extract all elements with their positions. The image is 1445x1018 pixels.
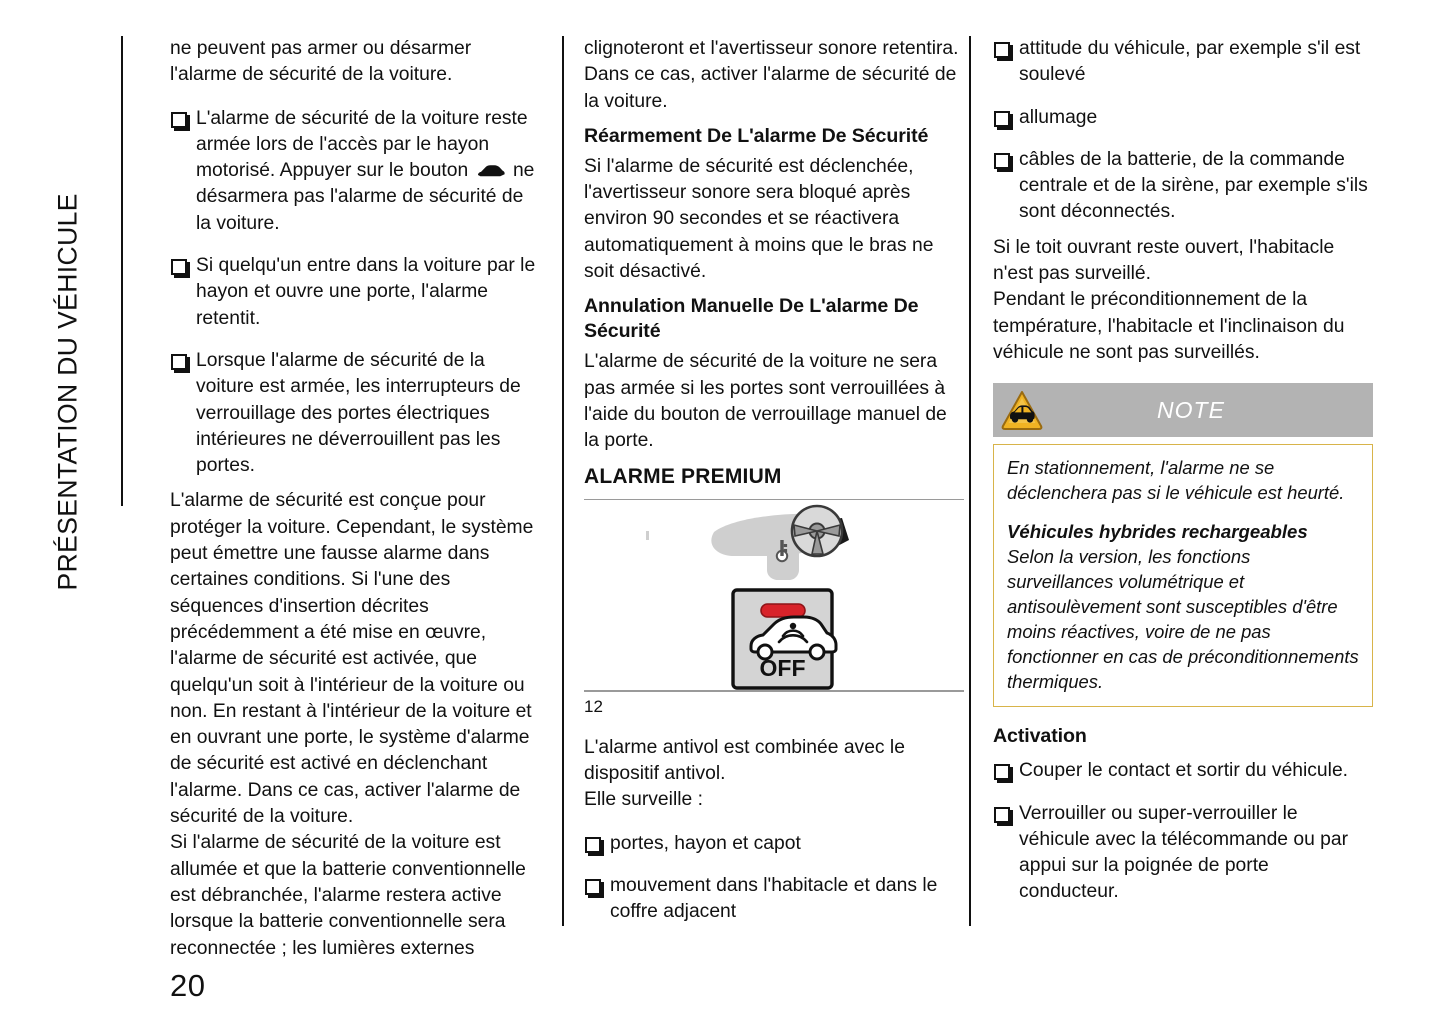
warning-triangle-car-icon — [1001, 390, 1043, 430]
list-item-text: Couper le contact et sortir du véhicule. — [1019, 760, 1349, 782]
column-right — [993, 36, 1373, 906]
note-paragraph-2: Selon la version, les fonctions surveillances volumétrique et antisoulèvement sont susceptibles d'être moins réactives, voire de ne pas fonctionner en cas de préconditionnements thermiques. — [1007, 546, 1359, 693]
note-header-bar — [993, 383, 1373, 437]
bullet-list-right-bottom — [993, 758, 1373, 905]
figure-rule-bottom — [584, 690, 964, 692]
figure-alarm-button — [584, 499, 964, 718]
heading-rearmement: Réarmement De L'alarme De Sécurité — [584, 124, 929, 147]
list-item — [993, 105, 1373, 131]
list-item-text: Si quelqu'un entre dans la voiture par le hayon et ouvre une porte, l'alarme retentit. — [196, 255, 536, 329]
paragraph-left-1: L'alarme de sécurité est conçue pour protéger la voiture. Cependant, le système peut émettre une fausse alarme dans certaines conditions. Si l'une des séquences d'insertion décrites précédemment a été mise en œuvre, l'alarme de sécurité est activée, que quelqu'un soit à l'intérieur de la voiture ou non. En restant à l'intérieur de la voiture et en ouvrant une porte, le système d'alarme de sécurité est activé en déclenchant l'alarme. Dans ce cas, activer l'alarme de sécurité de la voiture. — [170, 490, 534, 828]
list-item — [170, 106, 542, 237]
square-bullet-icon — [994, 153, 1010, 169]
list-item — [993, 36, 1373, 89]
figure-artwork — [584, 500, 964, 690]
square-bullet-icon — [994, 42, 1010, 58]
heading-activation: Activation — [993, 725, 1087, 748]
car-icon — [476, 159, 506, 172]
note-body — [993, 444, 1373, 707]
list-item-text: Verrouiller ou super-verrouiller le véhicule avec la télécommande ou par appui sur la poignée de porte conducteur. — [1019, 802, 1349, 903]
square-bullet-icon — [994, 111, 1010, 127]
paragraph-continued-left: ne peuvent pas armer ou désarmer l'alarme de sécurité de la voiture. — [170, 38, 472, 86]
paragraph-middle-2: L'alarme de sécurité de la voiture ne sera pas armée si les portes sont verrouillées à l'aide du bouton de verrouillage manuel de la porte. — [584, 351, 947, 452]
list-item-text: câbles de la batterie, de la commande centrale et de la sirène, par exemple s'ils sont déconnectés. — [1019, 148, 1368, 223]
paragraph-right-1: Si le toit ouvrant reste ouvert, l'habitacle n'est pas surveillé. — [993, 236, 1335, 285]
paragraph-middle-3: L'alarme antivol est combinée avec le dispositif antivol. — [584, 736, 905, 785]
list-item — [170, 253, 542, 332]
square-bullet-icon — [994, 807, 1010, 823]
column-middle — [584, 36, 964, 926]
paragraph-left-2: Si l'alarme de sécurité de la voiture est allumée et que la batterie conventionnelle est débranchée, l'alarme restera active lorsque la batterie conventionnelle sera reconnectée ; les lumières externes — [170, 832, 526, 959]
list-item — [170, 348, 542, 479]
bullet-list-middle — [584, 831, 964, 926]
list-item-text: portes, hayon et capot — [610, 832, 801, 854]
list-item-text-part2: ne désarmera pas l'alarme de sécurité de la voiture. — [196, 160, 535, 234]
square-bullet-icon — [585, 879, 601, 895]
bullet-list-left — [170, 106, 542, 480]
column-divider-2 — [969, 36, 971, 926]
square-bullet-icon — [171, 259, 187, 275]
column-left — [170, 36, 542, 962]
square-bullet-icon — [171, 112, 187, 128]
running-head-label: PRÉSENTATION DU VÉHICULE — [52, 193, 83, 591]
list-item-text: Lorsque l'alarme de sécurité de la voiture est armée, les interrupteurs de verrouillage des portes électriques intérieures ne déverrouillent pas les portes. — [196, 349, 521, 477]
heading-annulation: Annulation Manuelle De L'alarme De Sécurité — [584, 295, 919, 343]
bullet-list-right-top — [993, 36, 1373, 226]
list-item — [993, 758, 1373, 784]
note-sub-heading: Véhicules hybrides rechargeables — [1007, 521, 1308, 543]
heading-alarme-premium: ALARME PREMIUM — [584, 464, 782, 488]
list-item-text-part1: L'alarme de sécurité de la voiture reste armée lors de l'accès par le hayon motorisé. Appuyer sur le bouton — [196, 107, 528, 182]
square-bullet-icon — [171, 354, 187, 370]
note-callout — [993, 383, 1373, 707]
list-item — [584, 873, 964, 926]
figure-caption: 12 — [584, 696, 603, 716]
paragraph-continued-middle: clignoteront et l'avertisseur sonore retentira. Dans ce cas, activer l'alarme de sécurité de la voiture. — [584, 38, 959, 112]
page-number: 20 — [170, 968, 206, 1003]
list-item-text: allumage — [1019, 106, 1098, 128]
note-paragraph-1: En stationnement, l'alarme ne se déclenchera pas si le véhicule est heurté. — [1007, 457, 1345, 504]
paragraph-right-2: Pendant le préconditionnement de la température, l'habitacle et l'inclinaison du véhicule ne sont pas surveillés. — [993, 289, 1345, 363]
list-item-text: mouvement dans l'habitacle et dans le coffre adjacent — [610, 874, 938, 923]
list-item — [993, 801, 1373, 906]
paragraph-middle-4: Elle surveille : — [584, 789, 703, 811]
column-divider-1 — [562, 36, 564, 926]
list-item — [584, 831, 964, 857]
square-bullet-icon — [585, 837, 601, 853]
note-title: NOTE — [1157, 397, 1225, 424]
paragraph-middle-1: Si l'alarme de sécurité est déclenchée, l'avertisseur sonore sera bloqué après environ 90 secondes et se réactivera automatiquement à moins que le bras ne soit désactivé. — [584, 155, 934, 283]
square-bullet-icon — [994, 764, 1010, 780]
alarm-off-button-icon — [733, 590, 836, 688]
list-item-text: attitude du véhicule, par exemple s'il est soulevé — [1019, 38, 1361, 86]
alarm-off-button-label: OFF — [759, 655, 806, 682]
list-item — [993, 147, 1373, 226]
dashboard-steering-wheel-illustration — [584, 500, 964, 690]
